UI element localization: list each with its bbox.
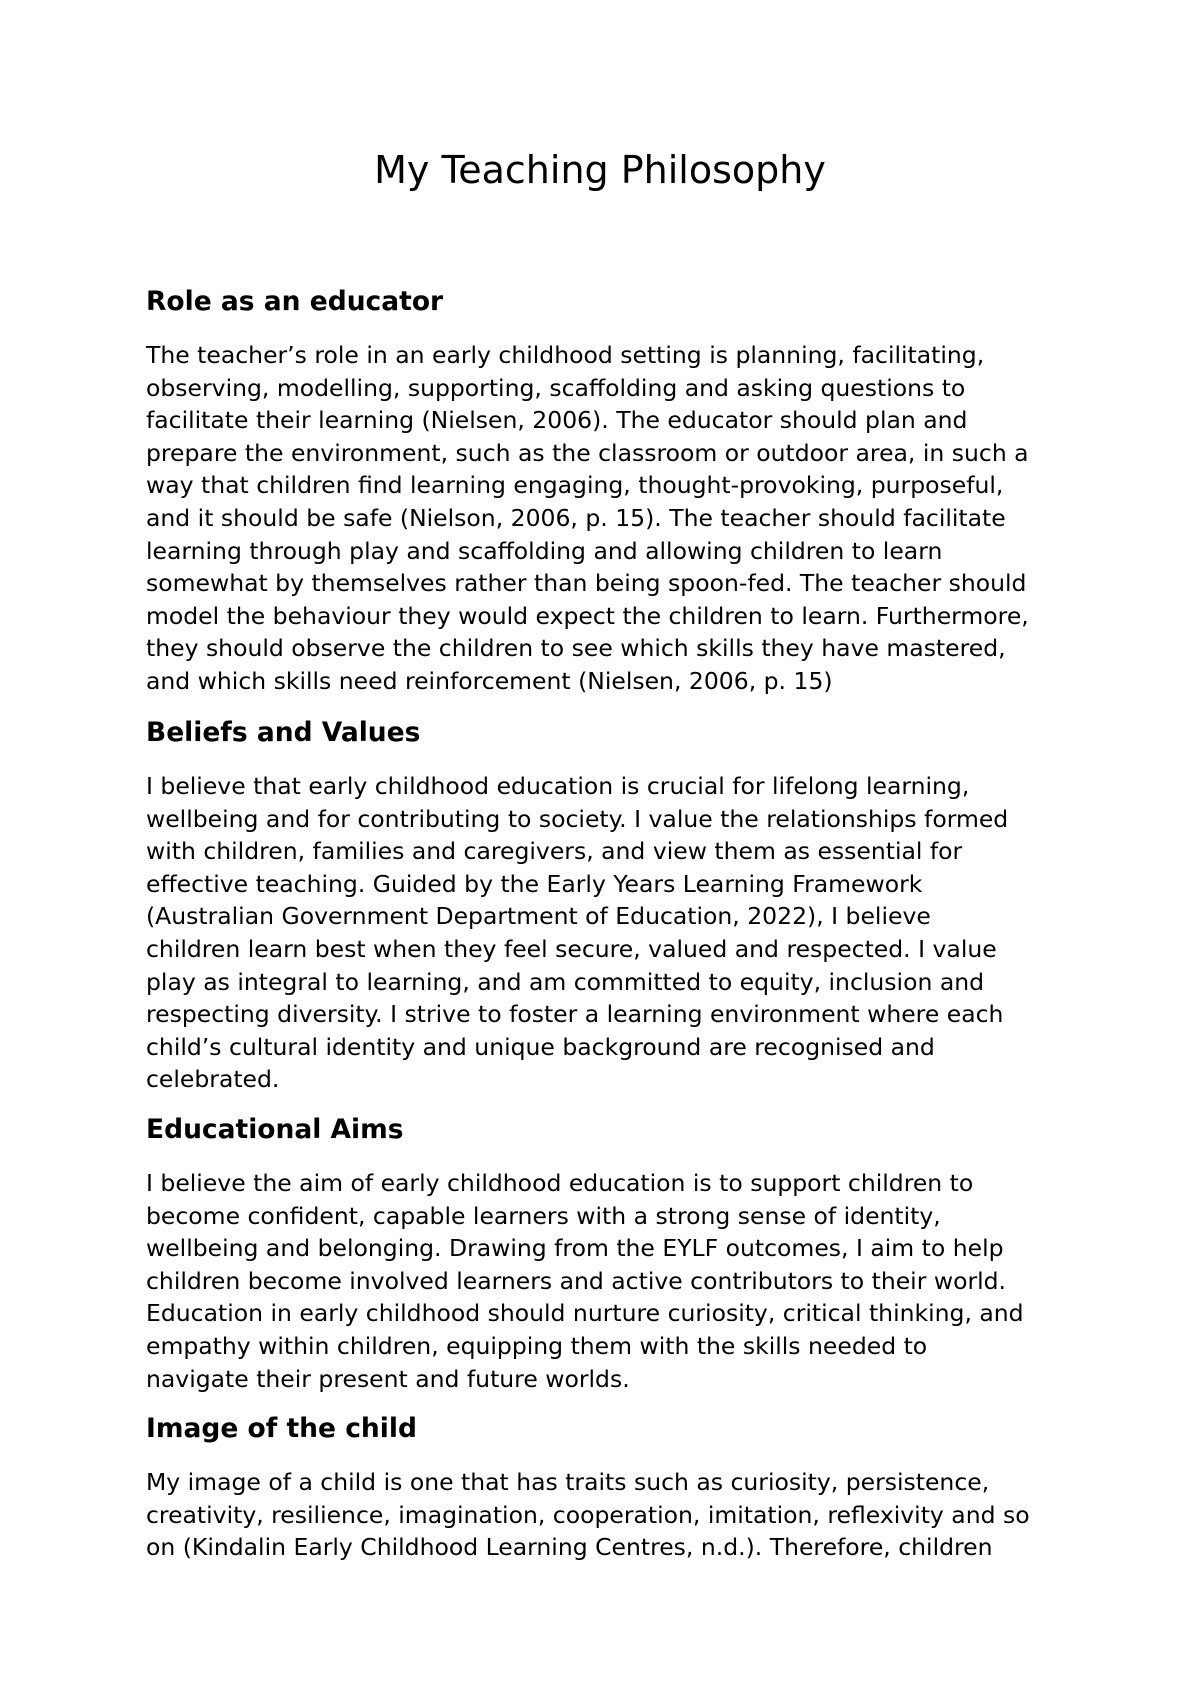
paragraph-image-of-the-child (146, 1466, 1086, 1564)
paragraph-line: creativity, resilience, imagination, cooperation, imitation, reflexivity and so (146, 1500, 1030, 1529)
page-title: My Teaching Philosophy (374, 148, 826, 192)
paragraph-line: with children, families and caregivers, and view them as essential for (146, 837, 963, 866)
section-heading-image-of-the-child: Image of the child (146, 1413, 417, 1444)
section-heading-educational-aims: Educational Aims (146, 1114, 404, 1145)
paragraph-line: play as integral to learning, and am committed to equity, inclusion and (146, 967, 985, 996)
paragraph-line: somewhat by themselves rather than being spoon-fed. The teacher should (146, 569, 1027, 598)
paragraph-line: children learn best when they feel secure, valued and respected. I value (146, 934, 997, 963)
paragraph-role-as-an-educator (146, 339, 1086, 698)
paragraph-line: they should observe the children to see which skills they have mastered, (146, 634, 1006, 663)
paragraph-line: celebrated. (146, 1065, 280, 1094)
paragraph-line: model the behaviour they would expect the children to learn. Furthermore, (146, 601, 1029, 630)
paragraph-line: My image of a child is one that has traits such as curiosity, persistence, (146, 1468, 990, 1496)
paragraph-line: wellbeing and for contributing to society. I value the relationships formed (146, 804, 1009, 833)
paragraph-line: facilitate their learning (Nielsen, 2006). The educator should plan and (146, 406, 968, 435)
paragraph-line: become confident, capable learners with a strong sense of identity, (146, 1201, 941, 1230)
paragraph-line: wellbeing and belonging. Drawing from the EYLF outcomes, I aim to help (146, 1234, 1004, 1263)
paragraph-line: and which skills need reinforcement (Nielsen, 2006, p. 15) (146, 666, 833, 695)
section-heading-beliefs-and-values: Beliefs and Values (146, 717, 421, 748)
section-heading-role-as-an-educator: Role as an educator (146, 286, 444, 317)
paragraph-line: on (Kindalin Early Childhood Learning Centres, n.d.). Therefore, children (146, 1533, 993, 1562)
paragraph-line: and it should be safe (Nielson, 2006, p. 15). The teacher should facilitate (146, 503, 1006, 532)
paragraph-beliefs-and-values (146, 770, 1086, 1096)
paragraph-line: way that children find learning engaging, thought-provoking, purposeful, (146, 471, 1004, 500)
paragraph-line: I believe the aim of early childhood education is to support children to (146, 1169, 974, 1197)
paragraph-line: observing, modelling, supporting, scaffolding and asking questions to (146, 373, 966, 402)
paragraph-line: respecting diversity. I strive to foster a learning environment where each (146, 1000, 1004, 1029)
paragraph-line: children become involved learners and active contributors to their world. (146, 1266, 1007, 1295)
paragraph-line: (Australian Government Department of Education, 2022), I believe (146, 902, 931, 931)
paragraph-line: prepare the environment, such as the classroom or outdoor area, in such a (146, 438, 1029, 467)
paragraph-line: The teacher’s role in an early childhood setting is planning, facilitating, (146, 341, 985, 369)
paragraph-line: child’s cultural identity and unique background are recognised and (146, 1032, 935, 1061)
paragraph-educational-aims (146, 1167, 1086, 1395)
paragraph-line: navigate their present and future worlds. (146, 1364, 630, 1393)
paragraph-line: Education in early childhood should nurture curiosity, critical thinking, and (146, 1299, 1024, 1328)
paragraph-line: effective teaching. Guided by the Early Years Learning Framework (146, 869, 923, 898)
paragraph-line: learning through play and scaffolding and allowing children to learn (146, 536, 943, 565)
paragraph-line: empathy within children, equipping them with the skills needed to (146, 1331, 928, 1360)
paragraph-line: I believe that early childhood education is crucial for lifelong learning, (146, 772, 970, 800)
